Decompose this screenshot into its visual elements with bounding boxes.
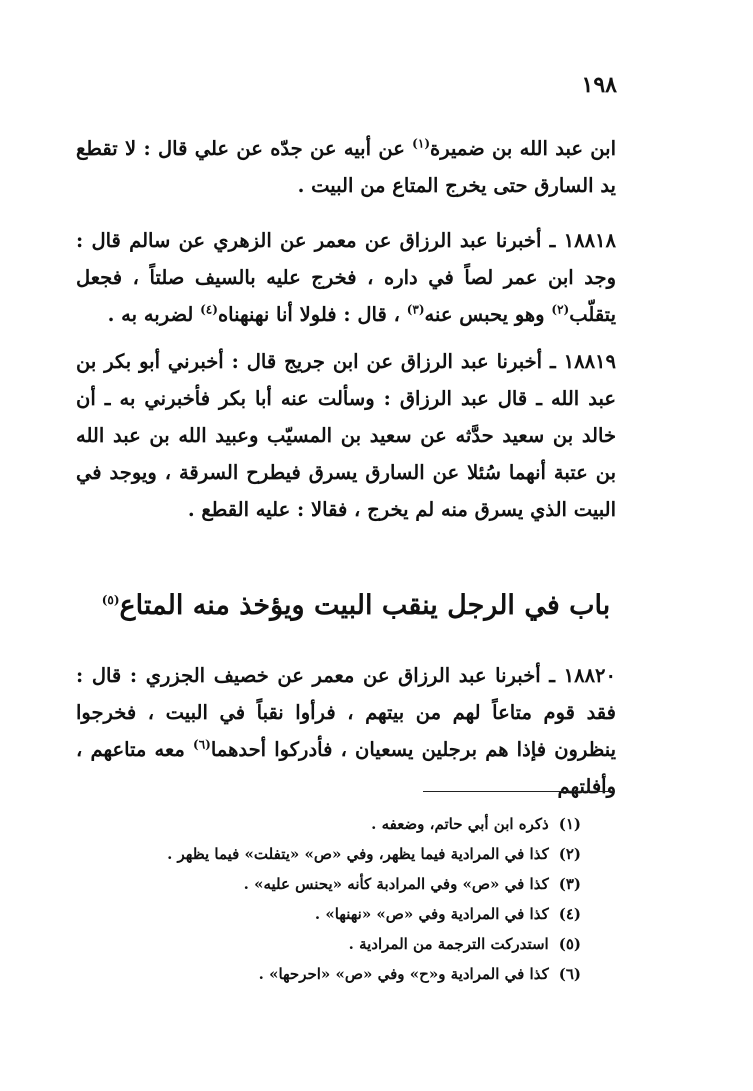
footnote [76, 929, 581, 959]
chapter-heading [76, 590, 636, 621]
footnote-text: ذكره ابن أبي حاتم، وضعفه . [371, 815, 549, 833]
footnote [76, 869, 581, 899]
paragraph-text: معه متاعهم ، وأفلتهم [76, 738, 616, 798]
footnote [76, 899, 581, 929]
footnote-ref-4: (٤) [200, 302, 218, 317]
footnote [76, 959, 581, 989]
paragraph-text: عن أبيه عن جدّه عن علي قال : لا تقطع يد السارق حتى يخرج المتاع من البيت . [76, 137, 616, 197]
footnotes [76, 809, 581, 989]
footnote-number: (٤) [558, 905, 581, 923]
footnote [76, 839, 581, 869]
paragraph-text: ١٨٨٢٠ ـ أخبرنا عبد الرزاق عن معمر عن خصيف الجزري : قال : فقد قوم متاعاً لهم من بيتهم ، فرأوا نقباً في البيت ، فخرجوا ينظرون فإذا هم برجلين يسعيان ، فأدركوا أحدهما [76, 664, 617, 761]
footnote-ref-3: (٣) [406, 302, 425, 317]
paragraph-text: ١٨٨١٨ ـ أخبرنا عبد الرزاق عن معمر عن الزهري عن سالم قال : وجد ابن عمر لصاً في داره ، فخرج عليه بالسيف صلتاً ، فجعل يتقلّب [76, 229, 616, 326]
footnote-text: كذا في المرادية فيما يظهر، وفي «ص» «يتفلت» فيما يظهر . [167, 845, 549, 863]
footnote [76, 809, 581, 839]
hadith-18820 [76, 657, 616, 805]
hadith-18819 [76, 343, 616, 528]
paragraph-text: لضربه به . [107, 303, 201, 326]
hadith-18818 [76, 222, 616, 333]
footnote-ref-6: (٦) [193, 737, 211, 752]
footnote-text: كذا في المرادية وفي «ص» «نهنها» . [314, 905, 549, 923]
footnote-ref-2: (٢) [551, 302, 570, 317]
page-number: ١٩٨ [581, 72, 617, 98]
footnote-number: (٥) [558, 935, 581, 953]
footnote-ref-5: (٥) [101, 593, 120, 607]
footnote-text: كذا في «ص» وفي المرادبة كأنه «يحنس عليه» . [243, 875, 549, 893]
footnote-text: كذا في المرادية و«ح» وفي «ص» «احرحها» . [258, 965, 549, 983]
footnote-divider [423, 791, 615, 792]
footnote-number: (٦) [558, 965, 581, 983]
paragraph-text: ١٨٨١٩ ـ أخبرنا عبد الرزاق عن ابن جريج قال : أخبرني أبو بكر بن عبد الله ـ قال عبد الرزاق : وسألت عنه أبا بكر فأخبرني به ـ أن خالد بن سعيد حدَّثه عن سعيد بن المسيّب وعبيد الله بن عبد الله بن عتبة أنهما سُئلا عن السارق يسرق فيطرح السرقة ، ويوجد في البيت الذي يسرق منه لم يخرج ، فقالا : عليه القطع . [76, 350, 616, 521]
chapter-heading-text: باب في الرجل ينقب البيت ويؤخذ منه المتاع [119, 590, 611, 621]
paragraph-continuation [76, 130, 616, 204]
paragraph-text: وهو يحبس عنه [424, 303, 552, 326]
footnote-number: (٣) [558, 875, 581, 893]
paragraph-text: ، قال : فلولا أنا نهنهناه [217, 303, 407, 326]
footnote-ref-1: (١) [412, 136, 430, 151]
footnote-number: (٢) [558, 845, 581, 863]
footnote-number: (١) [558, 815, 581, 833]
footnote-text: استدركت الترجمة من المرادية . [348, 935, 549, 953]
paragraph-text: ابن عبد الله بن ضميرة [430, 137, 616, 160]
